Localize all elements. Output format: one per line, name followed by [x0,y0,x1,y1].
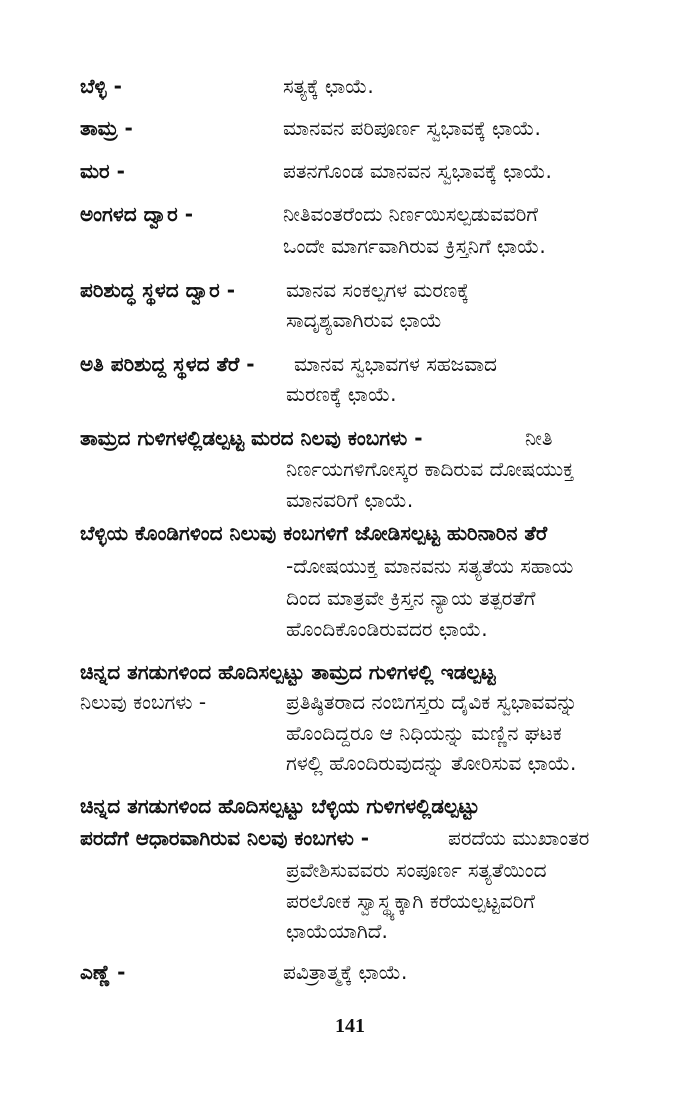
entry-definition-line: -ದೋಷಯುಕ್ತ ಮಾನವನು ಸತ್ಯತೆಯ ಸಹಾಯ [286,554,574,578]
entry-heading: ತಾಮ್ರದ ಗುಳಿಗಳಲ್ಲಿಡಲ್ಪಟ್ಟ ಮರದ ನಿಲವು ಕಂಬಗಳು - [80,426,423,450]
entry-definition-line: ದಿಂದ ಮಾತ್ರವೇ ಕ್ರಿಸ್ತನ ನ್ಯಾಯ ತತ್ಪರತೆಗೆ [286,586,536,610]
entry-term: ಅಂಗಳದ ದ್ವಾರ - [80,202,194,226]
entry-definition-line: ನೀತಿವಂತರೆಂದು ನಿರ್ಣಯಿಸಲ್ಪಡುವವರಿಗೆ [283,202,538,226]
entry-definition-line: ಸತ್ಯಕ್ಕೆ ಛಾಯೆ. [283,74,374,98]
entry-heading-tail: ಪರದೆಯ ಮುಖಾಂತರ [448,826,590,850]
entry-term: ಅತಿ ಪರಿಶುದ್ದ ಸ್ಥಳದ ತೆರೆ - [80,352,255,376]
entry-definition-line: ಮಾನವನ ಪರಿಪೂರ್ಣ ಸ್ವಭಾವಕ್ಕೆ ಛಾಯೆ. [283,116,541,140]
entry-term: ಮರ - [80,159,125,183]
entry-definition-line: ನಿರ್ಣಯಗಳಿಗೋಸ್ಕರ ಕಾದಿರುವ ದೋಷಯುಕ್ತ [286,457,574,481]
entry-heading-tail: ನೀತಿ [525,426,553,450]
entry-definition-line: ಸಾದೃಶ್ಯವಾಗಿರುವ ಛಾಯೆ [286,308,442,332]
entry-definition-line: ಪವಿತ್ರಾತ್ಮಕ್ಕೆ ಛಾಯೆ. [283,960,408,984]
entry-heading: ಚಿನ್ನದ ತಗಡುಗಳಿಂದ ಹೊದಿಸಲ್ಪಟ್ಟು ತಾಮ್ರದ ಗುಳಿಗಳಲ್ಲಿ ಇಡಲ್ಪಟ್ಟ [80,660,496,684]
entry-term: ಎಣ್ಣೆ - [80,960,126,984]
entry-term: ನಿಲುವು ಕಂಬಗಳು - [80,690,207,714]
page-number: 141 [335,1015,365,1037]
entry-definition-line: ಹೊಂದಿದ್ದರೂ ಆ ನಿಧಿಯನ್ನು ಮಣ್ಣಿನ ಘಟಕ [286,721,562,745]
entry-definition-line: ಪ್ರವೇಶಿಸುವವರು ಸಂಪೂರ್ಣ ಸತ್ಯತೆಯಿಂದ [286,858,547,882]
entry-definition-line: ಹೊಂದಿಕೊಂಡಿರುವದರ ಛಾಯೆ. [286,617,488,641]
entry-term: ತಾಮ್ರ - [80,116,133,140]
entry-definition-line: ಪರಲೋಕ ಸ್ವಾಸ್ಥ್ಯಕ್ಕಾಗಿ ಕರೆಯಲ್ಪಟ್ಟವರಿಗೆ [286,889,535,913]
entry-term: ಬೆಳ್ಳಿ - [80,74,122,98]
entry-heading-second-line: ಪರದೆಗೆ ಆಧಾರವಾಗಿರುವ ನಿಲವು ಕಂಬಗಳು - [80,826,370,850]
entry-heading: ಚಿನ್ನದ ತಗಡುಗಳಿಂದ ಹೊದಿಸಲ್ಪಟ್ಟು ಬೆಳ್ಳಿಯ ಗುಳಿಗಳಲ್ಲಿಡಲ್ಪಟ್ಟು [80,794,480,818]
entry-definition-line: ಪ್ರತಿಷ್ಠಿತರಾದ ನಂಬಿಗಸ್ತರು ದೈವಿಕ ಸ್ವಭಾವವನ್ನು [286,690,578,714]
entry-definition-line: ಮಾನವರಿಗೆ ಛಾಯೆ. [286,488,414,512]
entry-heading: ಬೆಳ್ಳಿಯ ಕೊಂಡಿಗಳಿಂದ ನಿಲುವು ಕಂಬಗಳಿಗೆ ಜೋಡಿಸಲ್ಪಟ್ಟ ಹುರಿನಾರಿನ ತೆರೆ [80,521,548,545]
entry-definition-line: ಒಂದೇ ಮಾರ್ಗವಾಗಿರುವ ಕ್ರಿಸ್ತನಿಗೆ ಛಾಯೆ. [283,234,546,258]
entry-term: ಪರಿಶುದ್ಧ ಸ್ಥಳದ ದ್ವಾರ - [80,278,235,302]
entry-definition-line: ಮಾನವ ಸಂಕಲ್ಪಗಳ ಮರಣಕ್ಕೆ [286,278,469,302]
entry-definition-line: ಪತನಗೊಂಡ ಮಾನವನ ಸ್ವಭಾವಕ್ಕೆ ಛಾಯೆ. [283,159,552,183]
entry-definition-line: ಗಳಲ್ಲಿ ಹೊಂದಿರುವುದನ್ನು ತೋರಿಸುವ ಛಾಯೆ. [286,751,577,775]
entry-definition-line: ಮರಣಕ್ಕೆ ಛಾಯೆ. [286,382,397,406]
entry-definition-line: ಛಾಯೆಯಾಗಿದೆ. [286,919,388,943]
entry-definition-line: ಮಾನವ ಸ್ವಭಾವಗಳ ಸಹಜವಾದ [294,352,497,376]
